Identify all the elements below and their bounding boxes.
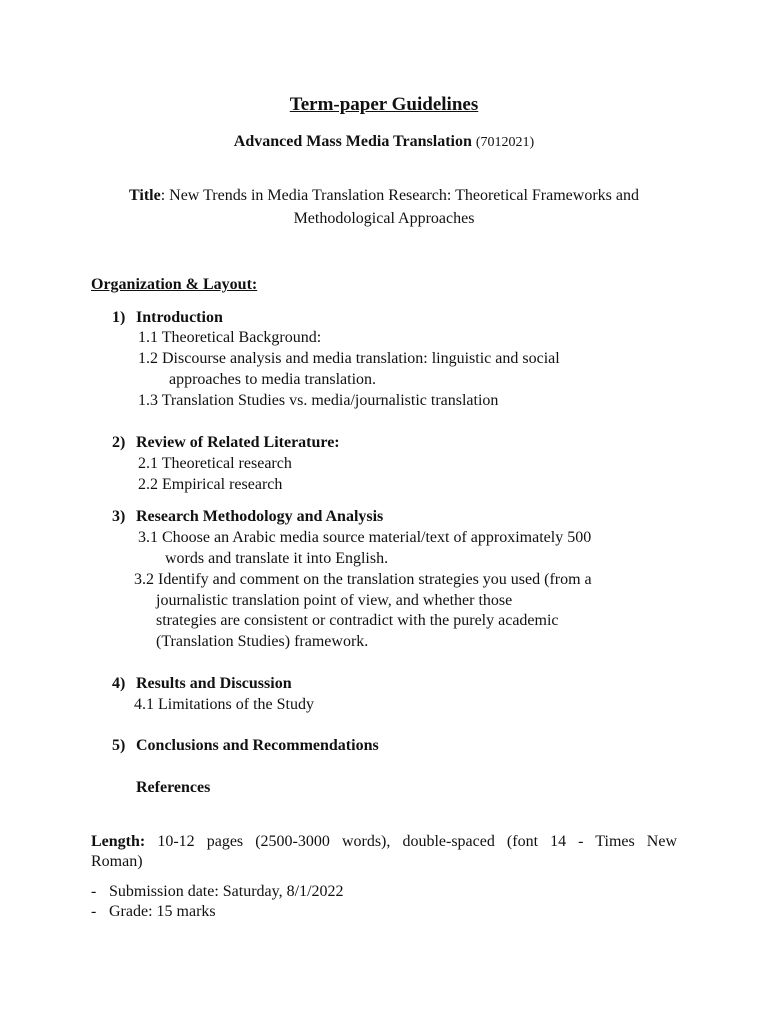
list-item: journalistic translation point of view, and whether those xyxy=(156,592,513,609)
paper-title-label: Title xyxy=(129,187,161,204)
list-item: 2.2 Empirical research xyxy=(138,476,283,493)
section-heading: 5) Conclusions and Recommendations xyxy=(112,737,379,754)
course-name: Advanced Mass Media Translation xyxy=(233,133,472,150)
length-line2: Roman) xyxy=(91,853,143,870)
list-item: 1.2 Discourse analysis and media translation: linguistic and social xyxy=(138,350,560,367)
paper-title-line1 xyxy=(0,185,768,206)
list-item: 1.3 Translation Studies vs. media/journalistic translation xyxy=(138,392,499,409)
bullet-item: - Submission date: Saturday, 8/1/2022 xyxy=(91,883,344,900)
bullet-item: - Grade: 15 marks xyxy=(91,903,216,920)
list-item: strategies are consistent or contradict with the purely academic xyxy=(156,612,559,629)
list-item: 3.2 Identify and comment on the translation strategies you used (from a xyxy=(134,571,592,588)
section-heading: 2) Review of Related Literature: xyxy=(112,434,340,451)
section-heading: 3) Research Methodology and Analysis xyxy=(112,508,384,525)
list-item: 2.1 Theoretical research xyxy=(138,455,292,472)
list-item: 1.1 Theoretical Background: xyxy=(138,329,322,346)
list-item: 3.1 Choose an Arabic media source material/text of approximately 500 xyxy=(138,529,592,546)
references-heading: References xyxy=(136,779,211,796)
list-item: 4.1 Limitations of the Study xyxy=(134,696,314,713)
list-item: words and translate it into English. xyxy=(165,550,389,567)
length-line1: Length: 10-12 pages (2500-3000 words), double-spaced (font 14 - Times New xyxy=(91,833,677,850)
list-item: (Translation Studies) framework. xyxy=(156,633,369,650)
organization-heading: Organization & Layout: xyxy=(91,276,258,293)
length-label: Length: xyxy=(91,833,146,850)
page-title: Term-paper Guidelines xyxy=(289,94,479,115)
paper-title-text: : New Trends in Media Translation Research: Theoretical Frameworks and xyxy=(160,187,639,204)
course-line xyxy=(0,131,768,153)
section-heading: 1) Introduction xyxy=(112,309,223,326)
course-code: (7012021) xyxy=(475,135,535,150)
paper-title-line2: Methodological Approaches xyxy=(293,210,475,227)
list-item: approaches to media translation. xyxy=(169,371,377,388)
section-heading: 4) Results and Discussion xyxy=(112,675,292,692)
